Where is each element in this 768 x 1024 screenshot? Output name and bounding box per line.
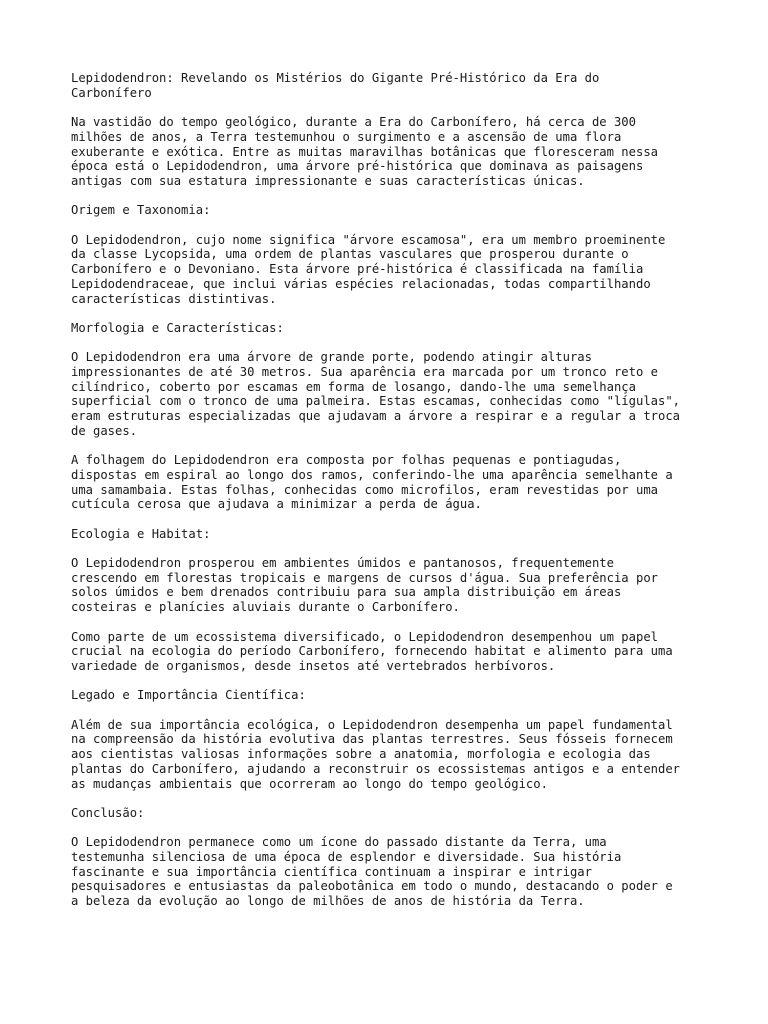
section-heading: Morfologia e Características: [71,320,284,335]
section-paragraph: O Lepidodendron, cujo nome significa "árvore escamosa", era um membro proeminente da classe Lycopsida, uma ordem de plantas vasculares que prosperou durante o Carbonífero e o Devoniano. Esta árvore pré-histórica é classificada na família Lepidodendraceae, que inclui várias espécies relacionadas, todas compartilhando características distintivas. [71,232,666,306]
section-paragraph: A folhagem do Lepidodendron era composta por folhas pequenas e pontiagudas, dispostas em espiral ao longo dos ramos, conferindo-lhe uma aparência semelhante a uma samambaia. Estas folhas, conhecidas como microfilos, eram revestidas por uma cutícula cerosa que ajudava a minimizar a perda de água. [71,453,673,512]
section-heading: Ecologia e Habitat: [71,526,211,541]
document-title: Lepidodendron: Revelando os Mistérios do Gigante Pré-Histórico da Era do Carbonífero [71,71,600,100]
section-origem-taxonomia [71,203,711,306]
section-ecologia-habitat [71,527,711,674]
section-paragraph: O Lepidodendron permanece como um ícone do passado distante da Terra, uma testemunha silenciosa de uma época de esplendor e diversidade. Sua história fascinante e sua importância científica continuam a inspirar e intrigar pesquisadores e entusiastas da paleobotânica em todo o mundo, destacando o poder e a beleza da evolução ao longo de milhões de anos de história da Terra. [71,835,673,909]
section-heading: Origem e Taxonomia: [71,203,211,218]
section-heading: Legado e Importância Científica: [71,688,306,703]
section-morfologia [71,321,711,512]
document-page [71,71,711,924]
section-paragraph: Além de sua importância ecológica, o Lepidodendron desempenha um papel fundamental na compreensão da história evolutiva das plantas terrestres. Seus fósseis fornecem aos cientistas valiosas informações sobre a anatomia, morfologia e ecologia das plantas do Carbonífero, ajudando a reconstruir os ecossistemas antigos e a entender as mudanças ambientais que ocorreram ao longo do tempo geológico. [71,717,681,791]
section-legado [71,688,711,791]
section-conclusao [71,806,711,909]
section-paragraph: O Lepidodendron era uma árvore de grande porte, podendo atingir alturas impressionantes de até 30 metros. Sua aparência era marcada por um tronco reto e cilíndrico, coberto por escamas em forma de losango, dando-lhe uma semelhança superficial com o tronco de uma palmeira. Estas escamas, conhecidas como "lígulas", eram estruturas especializadas que ajudavam a árvore a respirar e a regular a troca de gases. [71,350,681,438]
section-paragraph: O Lepidodendron prosperou em ambientes úmidos e pantanosos, frequentemente crescendo em florestas tropicais e margens de cursos d'água. Sua preferência por solos úmidos e bem drenados contribuiu para sua ampla distribuição em áreas costeiras e planícies aluviais durante o Carbonífero. [71,556,658,615]
section-heading: Conclusão: [71,805,145,820]
intro-paragraph: Na vastidão do tempo geológico, durante a Era do Carbonífero, há cerca de 300 milhões de anos, a Terra testemunhou o surgimento e a ascensão de uma flora exuberante e exótica. Entre as muitas maravilhas botânicas que floresceram nessa época está o Lepidodendron, uma árvore pré-histórica que dominava as paisagens antigas com sua estatura impressionante e suas características únicas. [71,115,658,188]
section-paragraph: Como parte de um ecossistema diversificado, o Lepidodendron desempenhou um papel crucial na ecologia do período Carbonífero, fornecendo habitat e alimento para uma variedade de organismos, desde insetos até vertebrados herbívoros. [71,629,673,673]
